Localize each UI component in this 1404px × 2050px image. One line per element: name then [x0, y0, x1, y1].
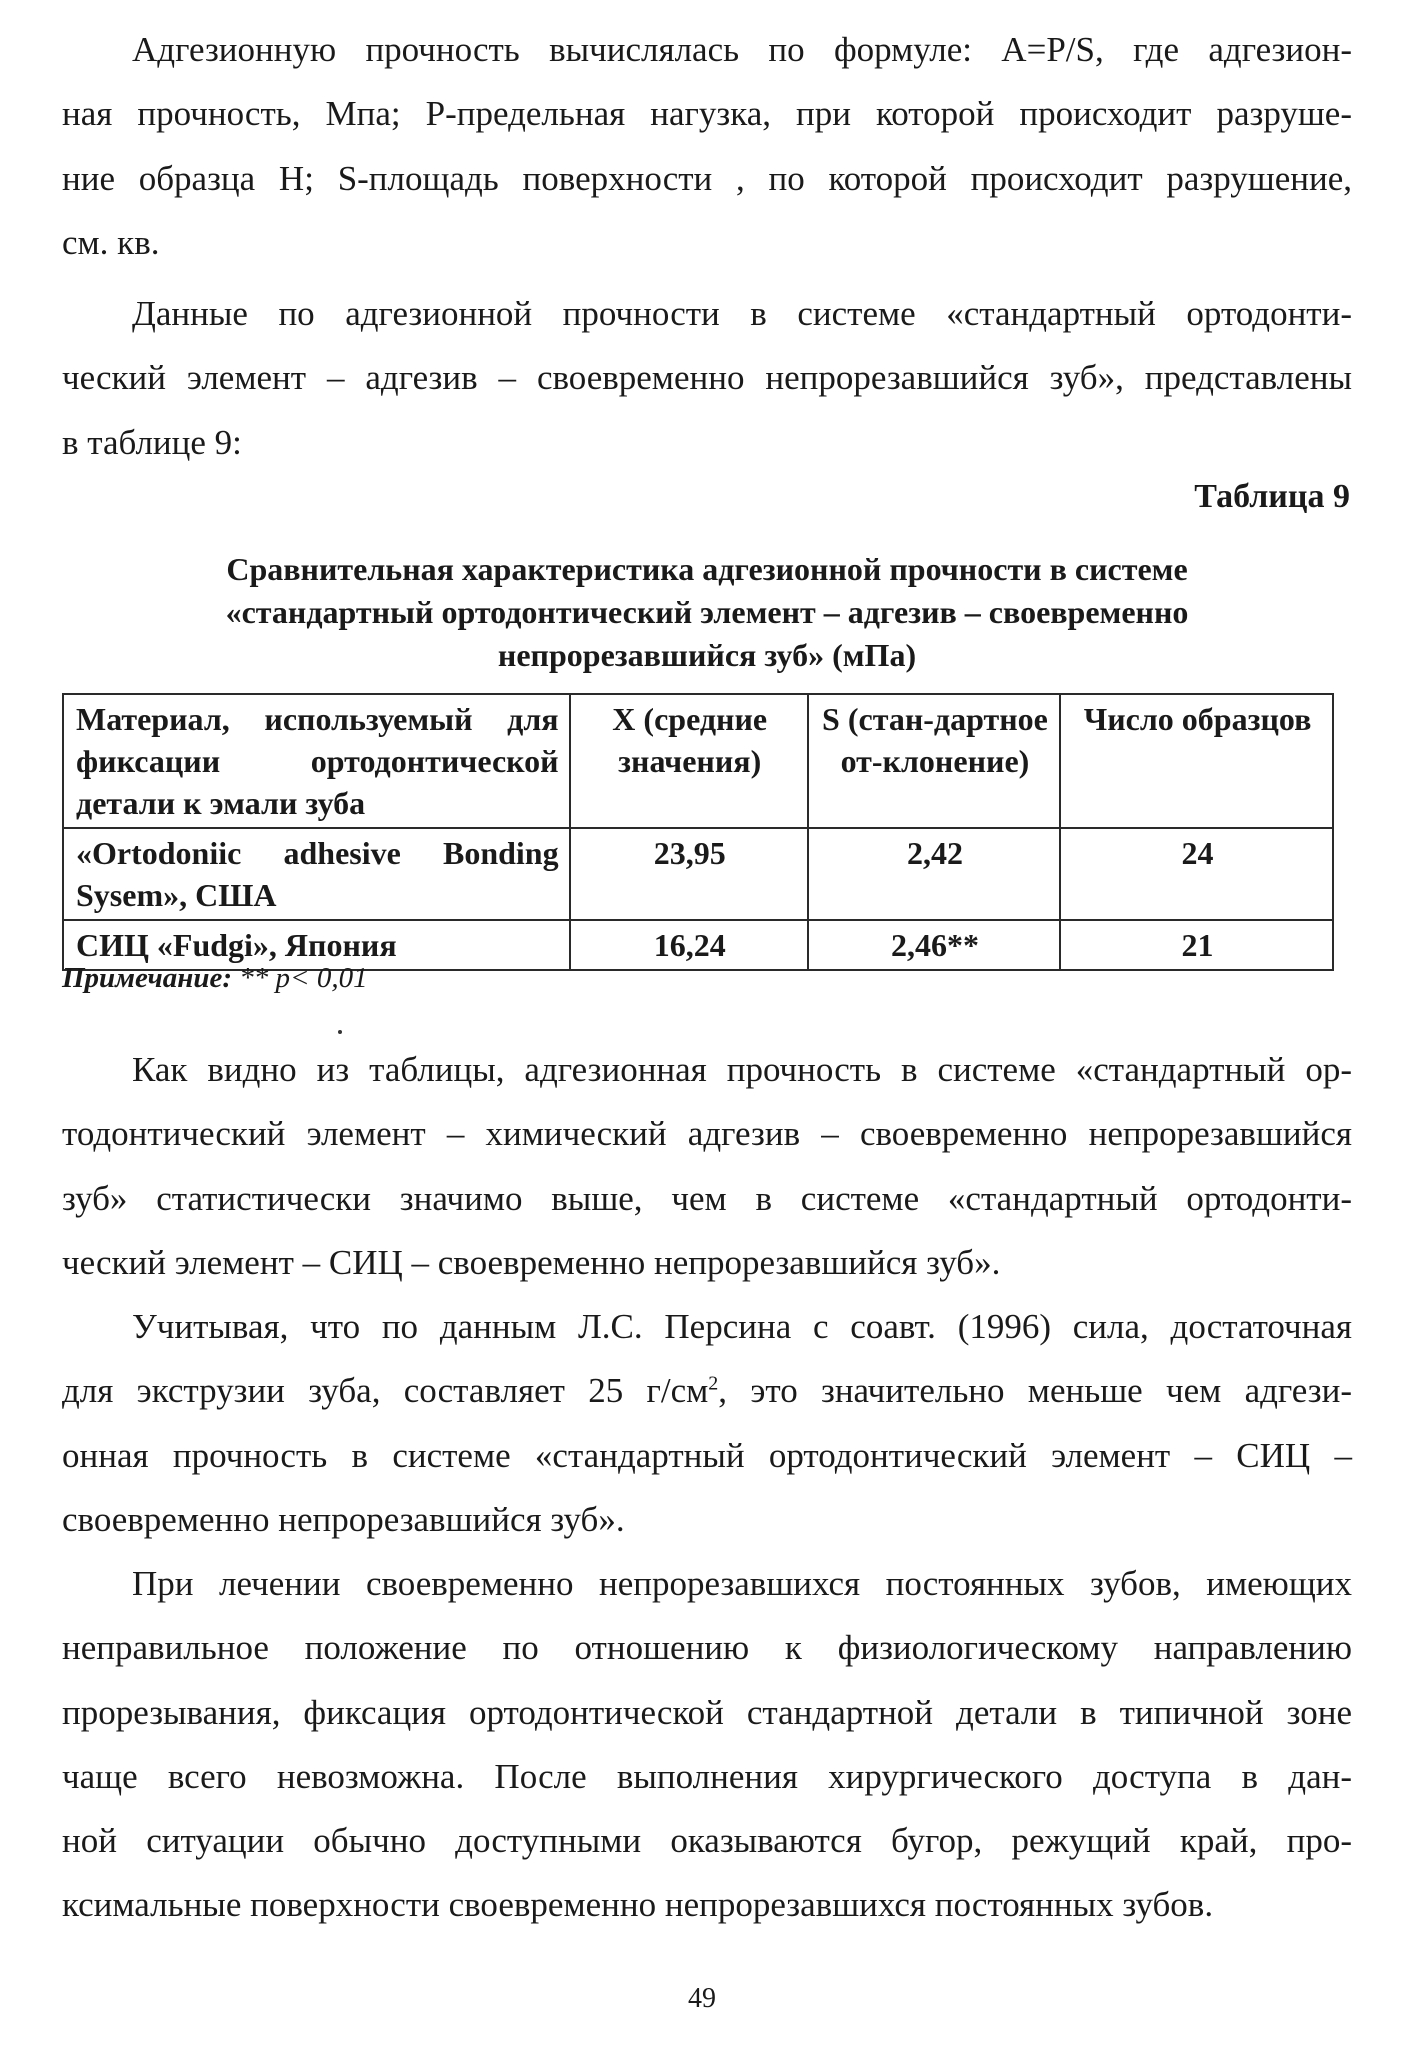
paragraph-table-intro [62, 282, 1352, 475]
text-line: чаще всего невозможна. После выполнения хирургического доступа в дан- [62, 1756, 1352, 1796]
cell-mean: 16,24 [570, 920, 808, 970]
text-line: Данные по адгезионной прочности в системе «стандартный ортодонти- [132, 294, 1352, 333]
header-std: S (стан-дартное от-клонение) [808, 694, 1060, 828]
header-count: Число образцов [1060, 694, 1333, 828]
text-line: Учитывая, что по данным Л.С. Персина с соавт. (1996) сила, достаточная [132, 1307, 1352, 1346]
text-line-with-superscript [62, 1359, 1352, 1423]
cell-std: 2,42 [808, 828, 1060, 920]
table-header-row [63, 694, 1333, 828]
text-line: ксимальные поверхности своевременно непрорезавшихся постоянных зубов. [62, 1885, 1214, 1925]
paragraph-formula [62, 18, 1352, 275]
cell-count: 21 [1060, 920, 1333, 970]
page-number: 49 [688, 1983, 716, 2014]
note-label: Примечание: [62, 962, 233, 994]
text-line: тодонтический элемент – химический адгезив – своевременно непрорезавшийся [62, 1114, 1352, 1154]
text-line: см. кв. [62, 222, 160, 262]
text-line: своевременно непрорезавшийся зуб». [62, 1499, 625, 1539]
header-mean: X (средние значения) [570, 694, 808, 828]
cell-std: 2,46** [808, 920, 1060, 970]
text-line: прорезывания, фиксация ортодонтической стандартной детали в типичной зоне [62, 1692, 1352, 1732]
cell-count: 24 [1060, 828, 1333, 920]
paragraph-persin [62, 1295, 1352, 1552]
caption-line: «стандартный ортодонтический элемент – адгезив – своевременно [225, 594, 1189, 630]
text-line: зуб» статистически значимо выше, чем в системе «стандартный ортодонти- [62, 1178, 1352, 1218]
text-line: в таблице 9: [62, 422, 242, 462]
table-row [63, 828, 1333, 920]
cell-material: СИЦ «Fudgi», Япония [63, 920, 570, 970]
caption-line: Сравнительная характеристика адгезионной прочности в системе [226, 551, 1188, 587]
table-label: Таблица 9 [1194, 478, 1350, 515]
adhesion-table [62, 693, 1334, 971]
text-line: ческий элемент – адгезив – своевременно непрорезавшийся зуб», представлены [62, 358, 1352, 398]
text-line: неправильное положение по отношению к физиологическому направлению [62, 1628, 1352, 1668]
header-material: Материал, используемый для фиксации ортодонтической детали к эмали зуба [63, 694, 570, 828]
text-line: Адгезионную прочность вычислялась по формуле: A=P/S, где адгезион- [132, 30, 1352, 69]
stray-dot [338, 1030, 342, 1034]
paragraph-treatment [62, 1552, 1352, 1938]
cell-material: «Ortodoniic adhesive Bonding Sysem», США [63, 828, 570, 920]
table-caption [62, 548, 1352, 677]
text-fragment: , это значительно меньше чем адгези- [718, 1371, 1352, 1411]
text-line: ческий элемент – СИЦ – своевременно непрорезавшийся зуб». [62, 1242, 1001, 1282]
table-note [62, 962, 368, 995]
text-line: При лечении своевременно непрорезавшихся постоянных зубов, имеющих [132, 1564, 1352, 1603]
text-line: Как видно из таблицы, адгезионная прочность в системе «стандартный ор- [132, 1050, 1352, 1089]
note-text: ** p< 0,01 [232, 962, 368, 994]
text-line: ная прочность, Мпа; P-предельная нагузка, при которой происходит разруше- [62, 94, 1352, 134]
text-line: онная прочность в системе «стандартный ортодонтический элемент – СИЦ – [62, 1435, 1352, 1475]
paragraph-conclusion [62, 1038, 1352, 1295]
text-line: ние образца Н; S-площадь поверхности , по которой происходит разрушение, [62, 158, 1352, 198]
text-fragment: для экструзии зуба, составляет 25 г/см [62, 1371, 709, 1411]
superscript: 2 [708, 1372, 719, 1395]
cell-mean: 23,95 [570, 828, 808, 920]
text-line: ной ситуации обычно доступными оказываются бугор, режущий край, про- [62, 1821, 1352, 1861]
caption-line: непрорезавшийся зуб» (мПа) [497, 637, 917, 673]
